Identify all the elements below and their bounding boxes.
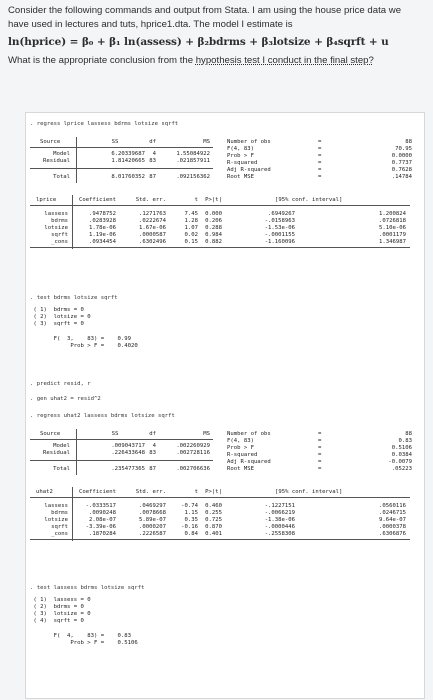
anova-cell: 1.55084922	[176, 151, 210, 157]
coef-cell: -.0066219	[264, 510, 295, 516]
coef-header-cell: Coefficient	[78, 489, 116, 495]
coef-cell: lassess	[44, 503, 68, 509]
model-stat-label: Adj R-squared	[227, 459, 271, 465]
model-stat-value: 0.83	[398, 438, 412, 444]
anova-cell: Model	[53, 443, 70, 449]
coef-cell: -1.160096	[264, 239, 295, 245]
coef-rule	[30, 539, 410, 540]
model-stat-value: 0.0000	[391, 153, 412, 159]
coef-cell: -.1227151	[264, 503, 295, 509]
coef-row	[30, 218, 418, 225]
question-line-1: Consider the following commands and output from Stata. I am using the house price data we	[8, 5, 402, 16]
model-stat-eq: =	[318, 167, 322, 173]
coef-divider	[72, 487, 73, 541]
reg2-coef-table	[30, 487, 418, 545]
anova-cell: .002260929	[176, 443, 210, 449]
reg1-coef-table	[30, 195, 418, 253]
model-stat-eq: =	[318, 153, 322, 159]
coef-cell: .0222674	[139, 218, 166, 224]
coef-cell: 0.15	[184, 239, 198, 245]
model-stat-label: F(4, 83)	[227, 438, 254, 444]
coef-header-cell: Std. err.	[135, 197, 166, 203]
anova-header-cell: MS	[203, 431, 210, 437]
test1-command: . test bdrms lotsize sqrft	[30, 295, 118, 301]
anova-header-cell: df	[149, 431, 156, 437]
test1-constraint: ( 3) sqrft = 0	[30, 321, 84, 327]
coef-cell: .2226587	[139, 531, 166, 537]
anova-cell: .021857911	[176, 158, 210, 164]
anova-header-cell: SS	[111, 139, 119, 145]
coef-rule	[30, 497, 410, 498]
coef-header-cell: uhat2	[36, 489, 53, 495]
coef-cell: 5.10e-06	[379, 225, 406, 231]
coef-header-cell: P>|t|	[205, 489, 222, 495]
model-stat-row	[30, 459, 418, 466]
coef-cell: .0090248	[89, 510, 116, 516]
model-stat-eq: =	[318, 466, 322, 472]
coef-header-cell: Std. err.	[135, 489, 166, 495]
model-stat-label: Root MSE	[227, 466, 254, 472]
model-stat-value: 70.95	[395, 146, 412, 152]
model-stat-row	[30, 431, 418, 438]
coef-row	[30, 225, 418, 232]
coef-header-row	[30, 489, 418, 496]
anova-cell: Residual	[43, 450, 70, 456]
model-stat-row	[30, 452, 418, 459]
test1-constraint: ( 1) bdrms = 0	[30, 307, 84, 313]
model-stat-label: Adj R-squared	[227, 167, 271, 173]
coef-rule	[30, 205, 410, 206]
model-stat-value: 0.0384	[391, 452, 412, 458]
coef-cell: 0.460	[205, 503, 222, 509]
anova-cell: .235477365	[111, 466, 145, 472]
test2-constraint: ( 4) sqrft = 0	[30, 618, 84, 624]
test2-constraint: ( 1) lassess = 0	[30, 597, 91, 603]
coef-cell: .0246715	[379, 510, 406, 516]
coef-cell: .0934454	[89, 239, 116, 245]
coef-cell: 0.206	[205, 218, 222, 224]
coef-row	[30, 503, 418, 510]
coef-cell: -.0001155	[264, 232, 295, 238]
coef-cell: .0000207	[139, 524, 166, 530]
model-stat-label: R-squared	[227, 160, 258, 166]
coef-cell: 1.19e-06	[89, 232, 116, 238]
reg1-command: . regress lprice lassess bdrms lotsize sqrft	[30, 121, 179, 127]
question-prompt-link: hypothesis test I conduct in the final step?	[195, 54, 374, 66]
coef-cell: sqrft	[51, 232, 68, 238]
coef-cell: -0.16	[181, 524, 198, 530]
test2-constraint: ( 2) bdrms = 0	[30, 604, 84, 610]
model-stat-label: Prob > F	[227, 445, 254, 451]
reg1-anova-table	[30, 137, 418, 187]
coef-cell: 0.725	[205, 517, 222, 523]
model-stat-eq: =	[318, 459, 322, 465]
model-stat-label: Root MSE	[227, 174, 254, 180]
coef-cell: 0.35	[184, 517, 198, 523]
coef-row	[30, 517, 418, 524]
coef-cell: -3.39e-06	[85, 524, 116, 530]
model-stat-row	[30, 438, 418, 445]
question-line-2: have used in lectures and tuts, hprice1.dta. The model I estimate is	[8, 18, 293, 30]
anova-cell: .226433648	[111, 450, 145, 456]
coef-cell: 1.346987	[379, 239, 406, 245]
coef-header-cell: lprice	[36, 197, 57, 203]
model-stat-value: 0.7737	[391, 160, 412, 166]
coef-header-cell: Coefficient	[78, 197, 116, 203]
coef-cell: lotsize	[44, 517, 68, 523]
coef-cell: 0.02	[184, 232, 198, 238]
coef-row	[30, 232, 418, 239]
coef-header-cell: t	[194, 197, 198, 203]
predict-command: . predict resid, r	[30, 381, 91, 387]
coef-cell: 0.870	[205, 524, 222, 530]
coef-cell: -0.74	[181, 503, 198, 509]
model-stat-row	[30, 174, 418, 181]
coef-cell: .6949267	[268, 211, 295, 217]
question-prompt	[8, 54, 428, 68]
model-stat-eq: =	[318, 438, 322, 444]
coef-cell: 1.78e-06	[89, 225, 116, 231]
model-stat-row	[30, 167, 418, 174]
test2-constraint: ( 3) lotsize = 0	[30, 611, 91, 617]
coef-cell: sqrft	[51, 524, 68, 530]
coef-cell: -.2558308	[264, 531, 295, 537]
coef-row	[30, 531, 418, 538]
model-stat-label: F(4, 83)	[227, 146, 254, 152]
reg2-anova-table	[30, 429, 418, 479]
coef-cell: bdrms	[51, 218, 68, 224]
coef-cell: lassess	[44, 211, 68, 217]
coef-cell: 0.288	[205, 225, 222, 231]
model-stat-eq: =	[318, 160, 322, 166]
anova-cell: 4	[152, 443, 156, 449]
anova-header-cell: df	[149, 139, 156, 145]
coef-cell: .6302496	[139, 239, 166, 245]
coef-cell: bdrms	[51, 510, 68, 516]
anova-cell: .092156362	[176, 174, 210, 180]
model-stat-eq: =	[318, 174, 322, 180]
coef-cell: 0.000	[205, 211, 222, 217]
coef-cell: -.0000446	[264, 524, 295, 530]
test1-f-stat: F( 3, 83) = 0.99	[30, 336, 132, 342]
coef-cell: .0283928	[89, 218, 116, 224]
coef-cell: .0000378	[379, 524, 406, 530]
model-stat-label: R-squared	[227, 452, 258, 458]
anova-cell: 4	[152, 151, 156, 157]
coef-cell: 5.89e-07	[139, 517, 166, 523]
model-stat-value: 88	[405, 431, 412, 437]
model-stat-eq: =	[318, 452, 322, 458]
coef-row	[30, 510, 418, 517]
anova-header-cell: Source	[40, 139, 61, 145]
model-stat-eq: =	[318, 445, 322, 451]
question-prompt-text: What is the appropriate conclusion from the	[8, 54, 196, 66]
anova-cell: 87	[149, 174, 156, 180]
coef-cell: _cons	[51, 239, 68, 245]
coef-cell: -1.38e-06	[264, 517, 295, 523]
coef-cell: .0001179	[379, 232, 406, 238]
coef-cell: 1.67e-06	[139, 225, 166, 231]
anova-header-cell: Source	[40, 431, 61, 437]
anova-cell: 87	[149, 466, 156, 472]
model-stat-eq: =	[318, 146, 322, 152]
coef-cell: 0.255	[205, 510, 222, 516]
model-stat-row	[30, 466, 418, 473]
anova-cell: 83	[149, 158, 156, 164]
anova-header-cell: MS	[203, 139, 210, 145]
coef-rule	[30, 247, 410, 248]
model-stat-value: 0.5106	[391, 445, 412, 451]
coef-cell: .0078668	[139, 510, 166, 516]
coef-cell: .0000587	[139, 232, 166, 238]
coef-header-cell: [95% conf. interval]	[275, 197, 343, 203]
coef-cell: -.0333517	[85, 503, 116, 509]
coef-cell: -1.53e-06	[264, 225, 295, 231]
anova-cell: .009043717	[111, 443, 145, 449]
anova-cell: .002728116	[176, 450, 210, 456]
coef-cell: 0.84	[184, 531, 198, 537]
anova-cell: Model	[53, 151, 70, 157]
model-stat-value: .05223	[391, 466, 412, 472]
coef-cell: 7.45	[184, 211, 198, 217]
gen-command: . gen uhat2 = resid^2	[30, 396, 101, 402]
coef-cell: .0726818	[379, 218, 406, 224]
model-stat-label: Prob > F	[227, 153, 254, 159]
anova-cell: 6.20339687	[111, 151, 145, 157]
anova-cell: 83	[149, 450, 156, 456]
question-text	[8, 4, 428, 70]
coef-cell: 9.64e-07	[379, 517, 406, 523]
coef-cell: 0.882	[205, 239, 222, 245]
test2-f-stat: F( 4, 83) = 0.83	[30, 633, 132, 639]
model-formula: ln(hprice) = β₀ + β₁ ln(assess) + β₂bdrms + β₃lotsize + β₄sqrft + u	[8, 36, 389, 48]
coef-cell: -.0158963	[264, 218, 295, 224]
model-stat-value: 88	[405, 139, 412, 145]
reg2-command: . regress uhat2 lassess bdrms lotsize sqrft	[30, 413, 175, 419]
coef-header-cell: P>|t|	[205, 197, 222, 203]
test1-constraint: ( 2) lotsize = 0	[30, 314, 91, 320]
anova-cell: 8.01760352	[111, 174, 145, 180]
model-stat-row	[30, 139, 418, 146]
test2-command: . test lassess bdrms lotsize sqrft	[30, 585, 145, 591]
coef-cell: 1.07	[184, 225, 198, 231]
anova-cell: Total	[53, 466, 70, 472]
model-stat-value: 0.7628	[391, 167, 412, 173]
coef-cell: .0469297	[139, 503, 166, 509]
anova-cell: .002706636	[176, 466, 210, 472]
coef-header-row	[30, 197, 418, 204]
coef-divider	[72, 195, 73, 249]
anova-cell: Total	[53, 174, 70, 180]
coef-cell: _cons	[51, 531, 68, 537]
model-stat-label: Number of obs	[227, 139, 271, 145]
coef-cell: 1.28	[184, 218, 198, 224]
model-stat-label: Number of obs	[227, 431, 271, 437]
coef-cell: .1870284	[89, 531, 116, 537]
coef-cell: .9478752	[89, 211, 116, 217]
model-stat-value: .14784	[391, 174, 412, 180]
coef-header-cell: [95% conf. interval]	[275, 489, 343, 495]
coef-row	[30, 239, 418, 246]
coef-cell: .0560116	[379, 503, 406, 509]
anova-cell: Residual	[43, 158, 70, 164]
test1-p-value: Prob > F = 0.4020	[30, 343, 138, 349]
coef-cell: 0.984	[205, 232, 222, 238]
model-stat-row	[30, 445, 418, 452]
coef-cell: 1.15	[184, 510, 198, 516]
coef-header-cell: t	[194, 489, 198, 495]
coef-row	[30, 524, 418, 531]
stata-output-screenshot	[25, 112, 425, 699]
model-stat-row	[30, 160, 418, 167]
model-stat-row	[30, 146, 418, 153]
coef-cell: 1.200824	[379, 211, 406, 217]
coef-cell: 2.08e-07	[89, 517, 116, 523]
test2-p-value: Prob > F = 0.5106	[30, 640, 138, 646]
coef-row	[30, 211, 418, 218]
model-stat-value: -0.0079	[388, 459, 412, 465]
model-stat-eq: =	[318, 139, 322, 145]
coef-cell: 0.401	[205, 531, 222, 537]
anova-cell: 1.81420665	[111, 158, 145, 164]
coef-cell: .1271763	[139, 211, 166, 217]
coef-cell: lotsize	[44, 225, 68, 231]
model-stat-row	[30, 153, 418, 160]
coef-cell: .6306876	[379, 531, 406, 537]
anova-header-cell: SS	[111, 431, 119, 437]
model-stat-eq: =	[318, 431, 322, 437]
